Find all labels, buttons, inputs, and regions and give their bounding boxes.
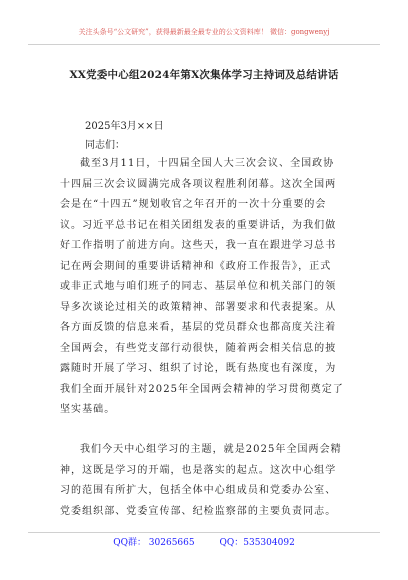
paragraph-line: 议。习近平总书记在相关团组发表的重要讲话，为我们做 bbox=[60, 219, 337, 231]
footer-contact bbox=[30, 537, 378, 549]
paragraph-line: 会是在“十四五”规划收官之年召开的一次十分重要的会 bbox=[60, 199, 327, 210]
paragraph-line: 记在两会期间的重要讲话精神和《政府工作报告》，正式 bbox=[60, 260, 332, 272]
paragraph-line: 坚实基础。 bbox=[60, 404, 116, 415]
paragraph-line: 我们今天中心组学习的主题，就是2025年全国两会精 bbox=[80, 444, 342, 455]
paragraph-line: 导多次谈论过相关的政策精神、部署要求和代表提案。从 bbox=[60, 301, 337, 313]
paragraph-line: 露随时开展了学习、组织了讨论，既有热度也有深度，为 bbox=[60, 363, 337, 374]
header-banner: 关注头条号“公文研究”，获得最新最全最专业的公文资料库！ 微信：gongwenyj bbox=[78, 28, 330, 36]
paragraph-line: 神，这既是学习的开端，也是落实的起点。这次中心组学 bbox=[60, 464, 337, 476]
footer-divider bbox=[28, 532, 380, 533]
header-divider bbox=[28, 44, 380, 45]
greeting: 同志们： bbox=[85, 140, 125, 151]
paragraph-line: 习的范围有所扩大，包括全体中心组成员和党委办公室、 bbox=[60, 485, 337, 496]
document-title: XX党委中心组2024年第X次集体学习主持词及总结讲话 bbox=[69, 69, 339, 81]
paragraph-1 bbox=[60, 154, 350, 421]
paragraph-line: 截至3月11日，十四届全国人大三次会议、全国政协 bbox=[80, 158, 335, 169]
paragraph-line: 各方面反馈的信息来看，基层的党员群众也都高度关注着 bbox=[60, 322, 337, 333]
paragraph-2 bbox=[60, 440, 350, 522]
qq-number: QQ：535304092 bbox=[219, 538, 295, 548]
document-date: 2025年3月××日 bbox=[85, 121, 164, 132]
paragraph-line: 党委组织部、党委宣传部、纪检监察部的主要负责同志。 bbox=[60, 505, 337, 517]
paragraph-line: 或非正式地与咱们班子的同志、基层单位和机关部门的领 bbox=[60, 281, 337, 292]
paragraph-line: 全国两会，有些党支部行动很快，随着两会相关信息的披 bbox=[60, 342, 337, 354]
qq-group-number: QQ群： 30265665 bbox=[113, 538, 195, 548]
paragraph-line: 十四届三次会议圆满完成各项议程胜利闭幕。这次全国两 bbox=[60, 178, 337, 190]
paragraph-line: 好工作指明了前进方向。这些天，我一直在跟进学习总书 bbox=[60, 240, 337, 251]
paragraph-line: 我们全面开展针对2025年全国两会精神的学习贯彻奠定了 bbox=[60, 383, 344, 395]
